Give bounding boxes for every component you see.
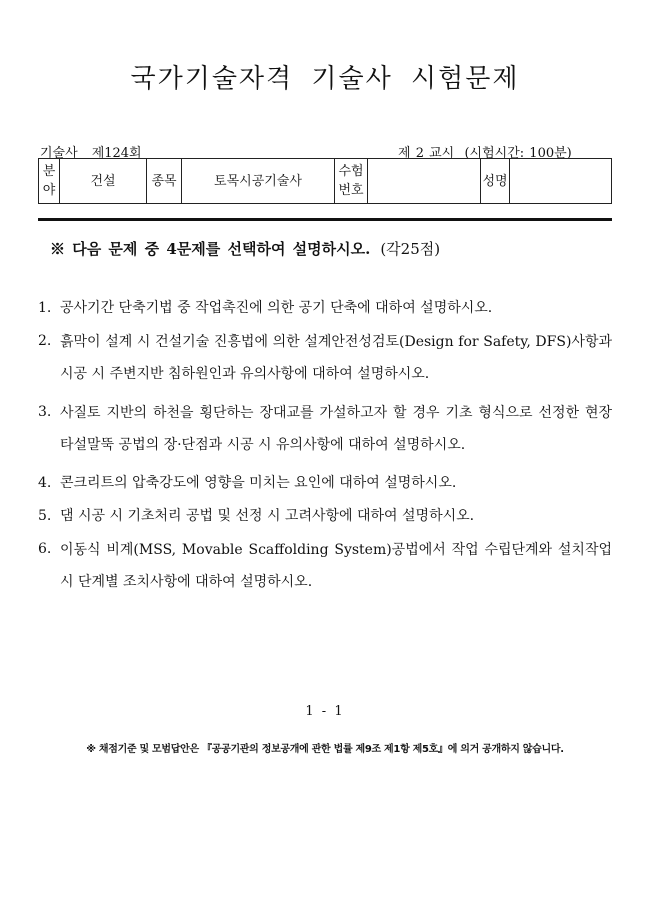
question-item — [38, 473, 612, 494]
exam-title: 국가기술자격 기술사 시험문제 — [130, 64, 520, 94]
question-list — [38, 298, 612, 610]
question-item — [38, 402, 612, 461]
page-number: 1 - 1 — [305, 704, 345, 719]
exam-info-table — [38, 158, 612, 204]
name-field[interactable] — [510, 159, 612, 204]
question-text: 흙막이 설계 시 건설기술 진흥법에 의한 설계안전성검토(Design for Safety, DFS)사항과 시공 시 주변지반 침하원인과 유의사항에 대하여 설명하시오. — [60, 334, 612, 382]
question-item — [38, 539, 612, 598]
question-item — [38, 506, 612, 527]
exam-round: 제124회 — [91, 146, 142, 161]
header-divider — [38, 218, 612, 221]
question-text: 댐 시공 시 기초처리 공법 및 선정 시 고려사항에 대하여 설명하시오. — [60, 508, 475, 524]
instruction-score: (각25점) — [380, 240, 441, 258]
type-label: 종목 — [147, 159, 182, 204]
exam-category: 기술사 — [40, 146, 78, 161]
question-number: 3. — [38, 404, 52, 420]
question-number: 2. — [38, 333, 52, 349]
question-number: 5. — [38, 508, 52, 524]
field-label: 분야 — [39, 159, 60, 204]
question-text: 콘크리트의 압축강도에 영향을 미치는 요인에 대하여 설명하시오. — [60, 475, 457, 491]
name-label: 성명 — [481, 159, 510, 204]
question-number: 4. — [38, 475, 52, 491]
field-value: 건설 — [60, 159, 147, 204]
question-text: 사질토 지반의 하천을 횡단하는 장대교를 가설하고자 할 경우 기초 형식으로 선정한 현장 타설말뚝 공법의 장·단점과 시공 시 유의사항에 대하여 설명하시오. — [60, 405, 612, 453]
instruction — [50, 238, 440, 259]
type-value: 토목시공기술사 — [182, 159, 335, 204]
exam-number-label: 수험번호 — [335, 159, 368, 204]
question-number: 1. — [38, 300, 52, 316]
question-item — [38, 298, 612, 319]
instruction-text: ※ 다음 문제 중 4문제를 선택하여 설명하시오. — [50, 240, 371, 258]
question-number: 6. — [38, 541, 52, 557]
exam-session: 제 2 교시 — [398, 146, 455, 161]
question-text: 공사기간 단축기법 중 작업촉진에 의한 공기 단축에 대하여 설명하시오. — [60, 300, 493, 316]
question-text: 이동식 비계(MSS, Movable Scaffolding System)공법에서 작업 수립단계와 설치작업 시 단계별 조치사항에 대하여 설명하시오. — [60, 542, 612, 590]
exam-number-field[interactable] — [368, 159, 481, 204]
exam-duration: (시험시간: 100분) — [464, 146, 572, 161]
disclosure-note: ※ 채점기준 및 모범답안은 『공공기관의 정보공개에 관한 법률 제9조 제1항 제5호』에 의거 공개하지 않습니다. — [86, 744, 564, 755]
question-item — [38, 331, 612, 390]
